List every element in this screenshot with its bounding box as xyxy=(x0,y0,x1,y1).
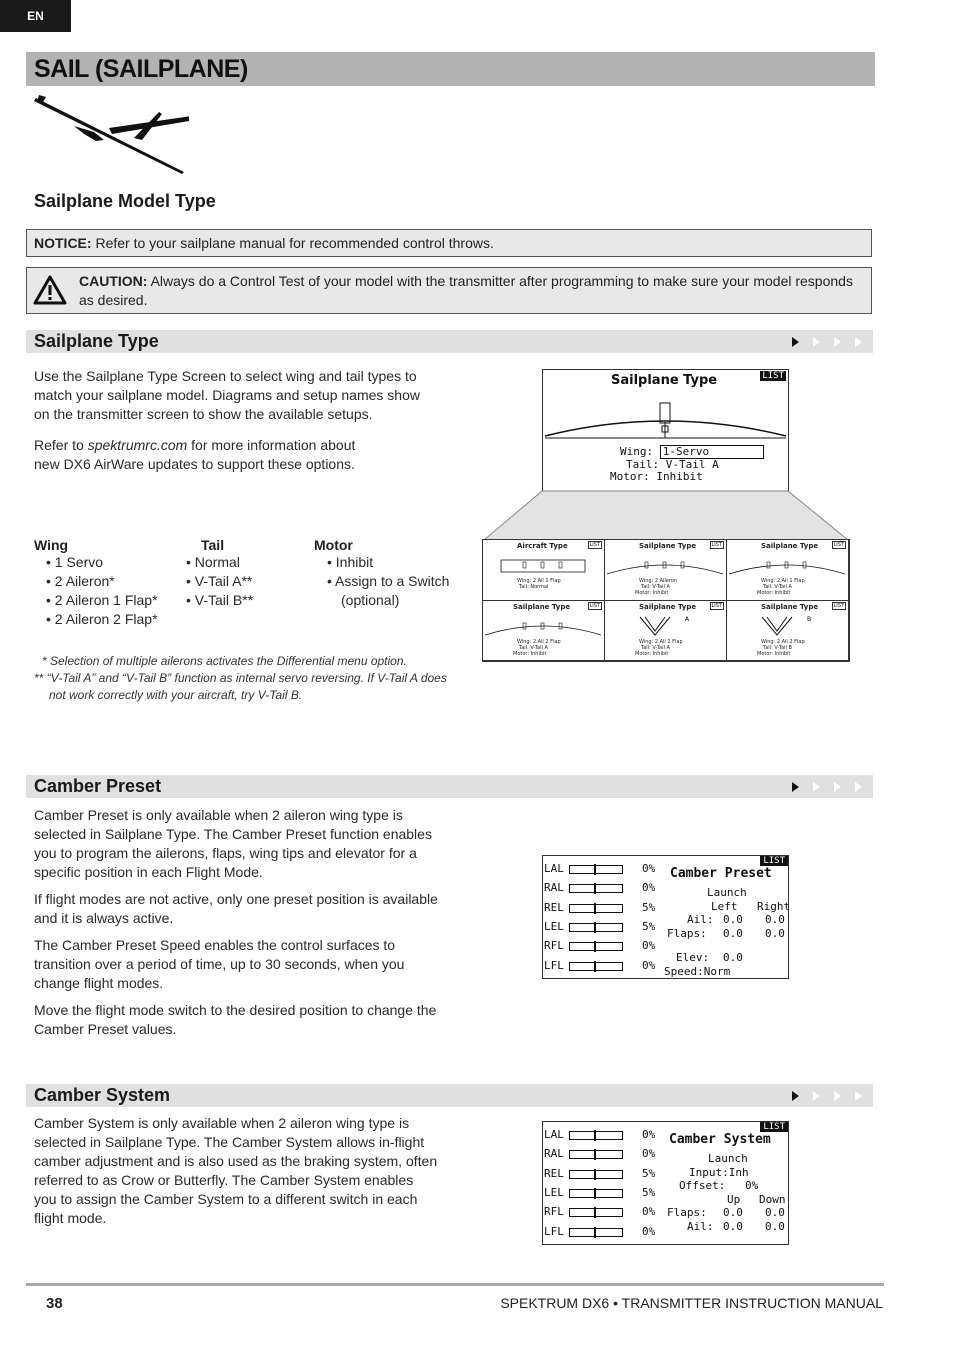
col-left: Left xyxy=(711,899,738,913)
channel-bar xyxy=(569,1150,623,1159)
channel-bar xyxy=(569,865,623,874)
flaps-down[interactable]: 0.0 xyxy=(765,1206,785,1219)
wing-item: • 2 Aileron* xyxy=(46,573,115,589)
para2-pre: Refer to xyxy=(34,437,88,453)
channel-row xyxy=(543,939,668,953)
channel-value: 0% xyxy=(642,958,656,972)
thumbnail-line: Tail: V-Tail A xyxy=(641,584,670,590)
wing-diagram xyxy=(605,613,724,637)
wing-label: Wing: xyxy=(620,445,654,458)
page-title: SAIL (SAILPLANE) xyxy=(34,55,248,83)
thumbnail-screen xyxy=(482,600,605,662)
channel-row xyxy=(543,901,668,915)
thumbnail-line: Wing: 2 Aileron xyxy=(639,578,678,584)
channel-name: LFL xyxy=(544,1224,564,1238)
thumbnail-title: Sailplane Type xyxy=(513,602,571,611)
channel-name: RFL xyxy=(544,1205,564,1219)
wing-heading: Wing xyxy=(34,537,69,553)
thumbnail-line: Wing: 2 Ail 1 Flap xyxy=(761,578,805,584)
paragraph: If flight modes are not active, only one preset position is available and it is always active. xyxy=(34,891,438,926)
channel-row xyxy=(543,1128,668,1142)
thumbnail-line: Motor: Inhibit xyxy=(513,650,547,657)
motor-list xyxy=(314,537,451,610)
paragraph: The Camber Preset Speed enables the control surfaces to transition over a period of time, up to 30 seconds, when you change flight modes. xyxy=(34,937,405,991)
thumbnail-line: Tail: V-Tail B xyxy=(763,644,792,651)
motor-item: • Inhibit xyxy=(327,554,374,570)
section-bar-camber-system xyxy=(26,1084,873,1107)
wing-diagram xyxy=(727,613,846,637)
tail-heading: Tail xyxy=(201,537,225,553)
motor-row xyxy=(610,471,764,483)
channel-value: 0% xyxy=(642,1147,656,1161)
channel-row xyxy=(543,1167,668,1181)
thumbnail-title: Sailplane Type xyxy=(761,602,819,611)
sailplane-type-para1: Use the Sailplane Type Screen to select wing and tail types to match your sailplane model. Diagrams and setup names show on the transmitter screen to show the available setups. xyxy=(34,368,420,422)
sailplane-type-para2 xyxy=(34,436,359,474)
tail-list xyxy=(186,537,254,610)
page-number: 38 xyxy=(46,1295,63,1312)
section-heading: Camber Preset xyxy=(34,776,162,796)
channel-row xyxy=(543,959,668,973)
tail-item: • V-Tail B** xyxy=(186,592,254,608)
channel-row xyxy=(543,1225,668,1239)
channel-row xyxy=(543,1205,668,1219)
channel-row xyxy=(543,862,668,876)
channel-value: 0% xyxy=(642,862,656,875)
offset-label: Offset: xyxy=(679,1179,726,1192)
wing-item: • 2 Aileron 1 Flap* xyxy=(46,592,158,608)
motor-item: • Assign to a Switch (optional) xyxy=(327,573,450,608)
list-badge: LIST xyxy=(589,602,600,609)
thumbnail-line: Tail: V-Tail A xyxy=(519,644,548,651)
offset-value[interactable]: 0% xyxy=(745,1179,759,1192)
channel-name: RFL xyxy=(544,939,564,953)
thumbnail-line: Wing: 2 Ail 2 Flap xyxy=(517,638,561,645)
channel-value: 5% xyxy=(642,1166,656,1180)
list-badge: LIST xyxy=(833,542,844,548)
ail-up[interactable]: 0.0 xyxy=(723,1219,743,1233)
thumbnail-line: Tail: V-Tail A xyxy=(763,584,792,590)
thumbnail-screen xyxy=(604,600,727,662)
thumbnail-line: Tail: V-Tail A xyxy=(641,644,670,651)
speed-value[interactable]: Norm xyxy=(703,964,731,978)
svg-text:B: B xyxy=(807,615,812,623)
channel-bar xyxy=(569,1208,623,1217)
channel-bar xyxy=(569,1189,623,1198)
channel-bar xyxy=(569,904,623,913)
warning-icon xyxy=(33,275,67,305)
thumbnail-title: Aircraft Type xyxy=(517,542,568,550)
caution-label: CAUTION: xyxy=(79,273,148,289)
wing-diagram xyxy=(605,552,724,576)
sailplane-illustration xyxy=(34,94,189,176)
channel-row xyxy=(543,1186,668,1200)
speed-label: Speed: xyxy=(664,964,704,978)
motor-value[interactable]: Inhibit xyxy=(656,470,703,483)
sailplane-type-thumbnails xyxy=(482,539,850,662)
flight-mode: Launch xyxy=(708,1152,748,1165)
channel-row xyxy=(543,1147,668,1161)
channel-row xyxy=(543,920,668,934)
section-bar-sailplane-type xyxy=(26,330,873,353)
footnote-1: * Selection of multiple ailerons activates the Differential menu option. xyxy=(42,654,407,668)
manual-title: SPEKTRUM DX6 • TRANSMITTER INSTRUCTION MANUAL xyxy=(500,1295,883,1311)
thumbnail-line: Wing: 2 Ail 1 Flap xyxy=(517,578,561,584)
screen-title: Camber System xyxy=(669,1132,771,1147)
channel-value: 0% xyxy=(642,881,656,895)
flaps-right[interactable]: 0.0 xyxy=(765,926,785,940)
wing-row xyxy=(620,445,764,459)
motor-label: Motor: xyxy=(610,470,650,483)
wing-item: • 1 Servo xyxy=(46,554,104,570)
footer-divider xyxy=(26,1283,884,1286)
thumbnail-line: Motor: Inhibit xyxy=(635,590,669,596)
ail-left[interactable]: 0.0 xyxy=(723,913,743,926)
flaps-label: Flaps: xyxy=(667,1206,707,1219)
notice-text: Refer to your sailplane manual for recommended control throws. xyxy=(95,235,494,251)
wing-diagram xyxy=(483,552,602,576)
ail-label: Ail: xyxy=(687,1219,714,1233)
channel-bar xyxy=(569,1131,623,1140)
model-type-heading: Sailplane Model Type xyxy=(34,191,216,211)
tail-item: • V-Tail A** xyxy=(186,573,253,589)
thumbnail-line: Motor: Inhibit xyxy=(757,650,791,657)
channel-value: 5% xyxy=(642,900,656,914)
flight-mode: Launch xyxy=(707,886,747,899)
list-badge: LIST xyxy=(589,542,600,548)
channel-value: 0% xyxy=(642,1128,656,1141)
camber-system-screen xyxy=(542,1121,789,1245)
language-tab: EN xyxy=(0,0,71,32)
camber-preset-screen xyxy=(542,855,789,979)
channel-bar xyxy=(569,962,623,971)
list-badge: LIST xyxy=(760,856,788,866)
channel-row xyxy=(543,881,668,895)
thumbnail-line: Motor: Inhibit xyxy=(635,650,669,657)
wing-list xyxy=(34,537,158,629)
camber-preset-text xyxy=(34,806,439,1039)
thumbnail-line: Motor: Inhibit xyxy=(757,590,791,596)
motor-heading: Motor xyxy=(314,537,353,553)
channel-value: 0% xyxy=(642,1224,656,1238)
col-down: Down xyxy=(759,1192,786,1206)
zoom-projection xyxy=(480,490,850,542)
page-title-bar xyxy=(26,52,875,86)
channel-value: 0% xyxy=(642,1205,656,1219)
screen-title: Sailplane Type xyxy=(611,373,718,388)
thumbnail-line: Wing: 2 Ail 2 Flap xyxy=(761,638,805,645)
channel-name: LAL xyxy=(544,1128,564,1141)
camber-system-para: Camber System is only available when 2 aileron wing type is selected in Sailplane Type. The Camber System allows in-flight camber adjustment and is also used as the braking system, often referred to as Crow or Butterfly. The Camber System enables you to assign the Camber System to a different switch in each flight mode. xyxy=(34,1115,438,1226)
channel-bar xyxy=(569,923,623,932)
tail-value[interactable]: V-Tail A xyxy=(665,458,719,471)
channel-bar xyxy=(569,884,623,893)
flaps-label: Flaps: xyxy=(667,926,707,940)
thumbnail-screen xyxy=(482,539,605,601)
col-right: Right xyxy=(757,899,791,913)
channel-bar xyxy=(569,1228,623,1237)
list-badge: LIST xyxy=(760,1122,788,1132)
notice-box xyxy=(26,229,872,257)
list-badge: LIST xyxy=(711,602,722,609)
thumbnail-screen xyxy=(726,539,849,601)
section-heading: Camber System xyxy=(34,1085,171,1105)
sailplane-type-screen xyxy=(542,369,789,493)
list-badge: LIST xyxy=(711,542,722,548)
wing-item: • 2 Aileron 2 Flap* xyxy=(46,611,158,627)
channel-name: LAL xyxy=(544,862,564,875)
elev-label: Elev: xyxy=(676,951,710,964)
thumbnail-title: Sailplane Type xyxy=(639,602,697,611)
notice-label: NOTICE: xyxy=(34,235,92,251)
caution-box xyxy=(26,267,872,314)
channel-name: RAL xyxy=(544,1147,564,1161)
col-up: Up xyxy=(727,1192,741,1206)
thumbnail-line: Wing: 2 Ail 2 Flap xyxy=(639,638,683,645)
ail-right[interactable]: 0.0 xyxy=(765,913,785,926)
channel-value: 5% xyxy=(642,919,656,933)
list-badge: LIST xyxy=(762,371,784,381)
channel-name: REL xyxy=(544,900,564,914)
list-badge: LIST xyxy=(833,602,844,609)
channel-value: 0% xyxy=(642,939,656,953)
thumbnail-title: Sailplane Type xyxy=(761,542,819,550)
spektrum-link[interactable]: spektrumrc.com xyxy=(87,437,188,453)
flaps-up[interactable]: 0.0 xyxy=(723,1206,743,1219)
elev-value[interactable]: 0.0 xyxy=(723,951,743,964)
wing-diagram xyxy=(727,552,846,576)
section-bar-camber-preset xyxy=(26,775,873,798)
thumbnail-line: Tail: Normal xyxy=(519,584,549,590)
tail-label: Tail: xyxy=(626,458,660,471)
thumbnail-screen xyxy=(604,539,727,601)
paragraph: Move the flight mode switch to the desired position to change the Camber Preset values. xyxy=(34,1002,437,1037)
input-label: Input: xyxy=(689,1165,729,1179)
paragraph: Camber Preset is only available when 2 aileron wing type is selected in Sailplane Type. The Camber Preset function enables you to program the ailerons, flaps, wing tips and elevator for a specific position in each Flight Mode. xyxy=(34,807,432,880)
channel-name: LFL xyxy=(544,958,564,972)
channel-name: RAL xyxy=(544,881,564,895)
channel-name: REL xyxy=(544,1166,564,1180)
footnote-2: ** “V-Tail A” and “V-Tail B” function as internal servo reversing. If V-Tail A does not work correctly with your aircraft, try V-Tail B. xyxy=(34,671,447,702)
wing-diagram xyxy=(543,400,788,440)
wing-diagram xyxy=(483,613,602,637)
input-value[interactable]: Inh xyxy=(728,1165,749,1179)
section-arrows-icon xyxy=(789,780,869,794)
channel-name: LEL xyxy=(544,919,564,933)
channel-bar xyxy=(569,1170,623,1179)
section-heading: Sailplane Type xyxy=(34,331,159,351)
channel-bar xyxy=(569,942,623,951)
flaps-left[interactable]: 0.0 xyxy=(723,926,743,940)
caution-text: Always do a Control Test of your model with the transmitter after programming to make sure your model responds as desired. xyxy=(79,273,853,308)
svg-text:A: A xyxy=(685,615,690,623)
section-arrows-icon xyxy=(789,1089,869,1103)
para2-post: for more information about new DX6 AirWare updates to support these options. xyxy=(34,437,356,472)
section-arrows-icon xyxy=(789,335,869,349)
thumbnail-title: Sailplane Type xyxy=(639,542,697,550)
wing-select[interactable]: 1-Servo xyxy=(660,445,764,459)
ail-down[interactable]: 0.0 xyxy=(765,1219,785,1233)
channel-name: LEL xyxy=(544,1185,564,1199)
ail-label: Ail: xyxy=(687,913,714,926)
tail-item: • Normal xyxy=(186,554,240,570)
screen-title: Camber Preset xyxy=(670,866,772,881)
channel-value: 5% xyxy=(642,1185,656,1199)
thumbnail-screen xyxy=(726,600,849,662)
